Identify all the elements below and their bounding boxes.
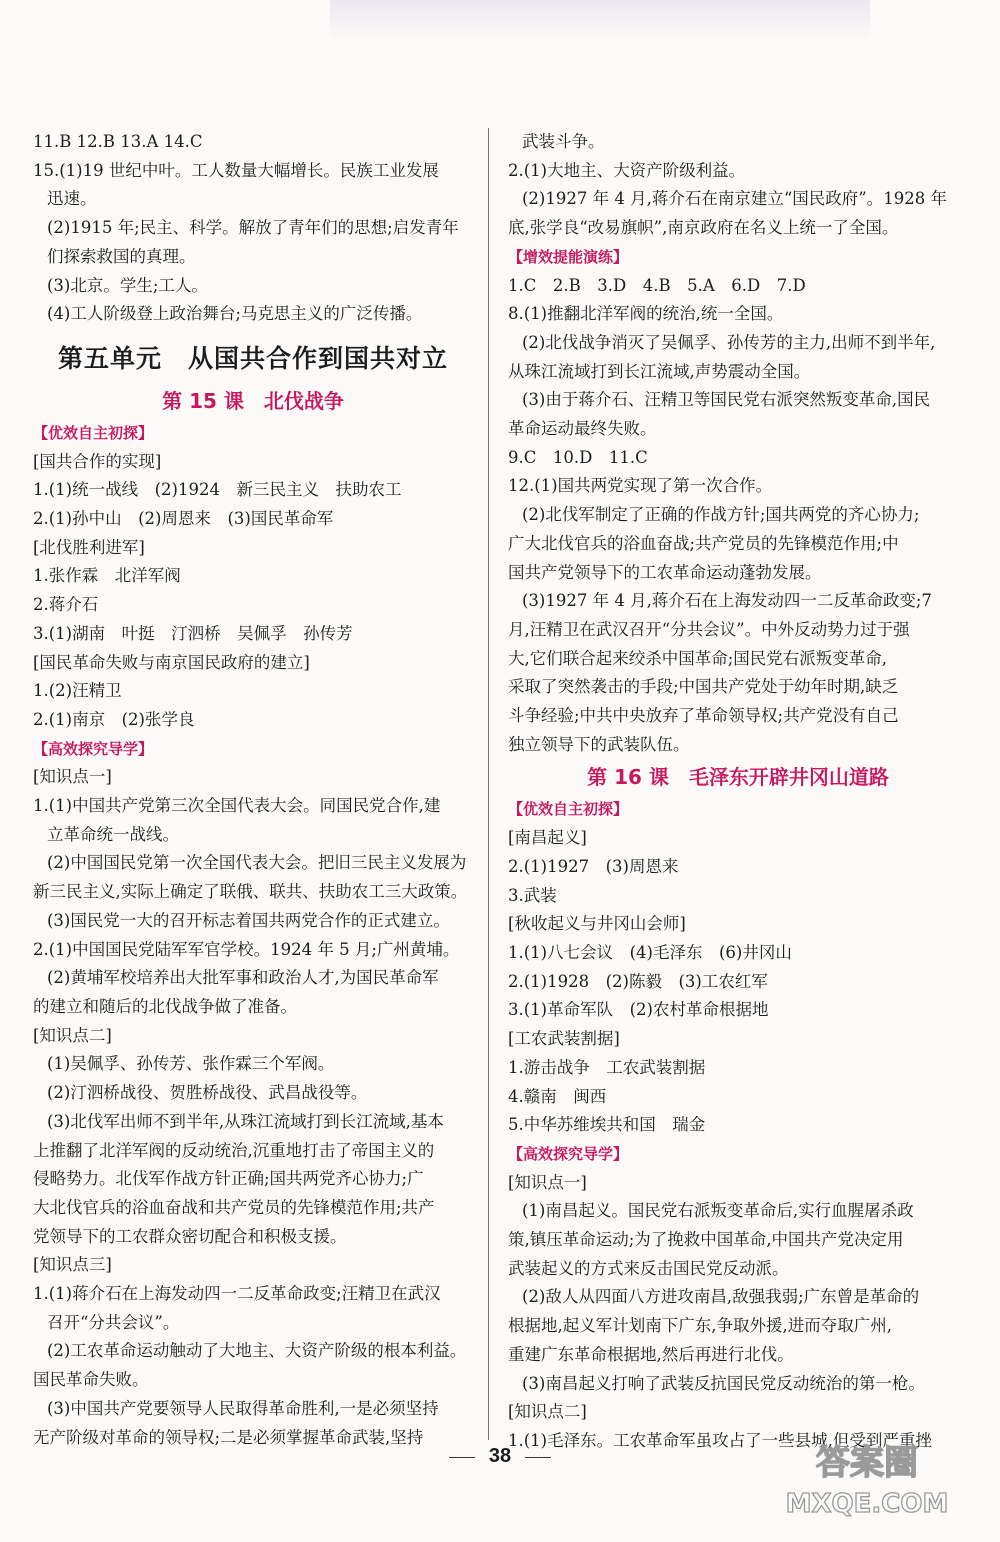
text-line: 无产阶级对革命的领导权;二是必须掌握革命武装,坚持 [33, 1427, 424, 1447]
question-answer: 1.张作霖 北洋军阀 [33, 566, 181, 586]
text-line: 国共产党领导下的工农革命运动蓬勃发展。 [508, 562, 822, 582]
section-tag: 【高效探究导学】 [33, 739, 154, 758]
section-tag: 【增效提能演练】 [508, 247, 629, 266]
text-line: 独立领导下的武装队伍。 [508, 734, 690, 754]
text-line: 广大北伐官兵的浴血奋战;共产党员的先锋模范作用;中 [508, 533, 899, 553]
answer-line: (3)1927 年 4 月,蒋介石在上海发动四一二反革命政变;7 [522, 591, 932, 611]
answer-line: (3)北京。学生;工人。 [47, 275, 208, 295]
text-line: 党领导下的工农群众密切配合和积极支援。 [33, 1226, 347, 1246]
answer-line: (2)1915 年;民主、科学。解放了青年们的思想;启发青年 [47, 218, 459, 238]
answer-line: (3)国民党一大的召开标志着国共两党合作的正式建立。 [47, 910, 450, 930]
question-answer: 1.游击战争 工农武装割据 [508, 1057, 706, 1077]
question-answer: 1.(1)八七会议 (4)毛泽东 (6)井冈山 [508, 942, 792, 962]
section-tag: 【优效自主初探】 [508, 800, 629, 819]
question-answer: 1.(1)毛泽东。工农革命军虽攻占了一些县城,但受到严重挫 [508, 1430, 932, 1450]
text-line: 采取了突然袭击的手段;中国共产党处于幼年时期,缺乏 [508, 677, 899, 697]
text-line: [国民革命失败与南京国民政府的建立] [33, 652, 310, 672]
answer-continuation: 立革命统一战线。 [47, 824, 179, 844]
answer-continuation: 召开“分共会议”。 [47, 1312, 180, 1332]
left-column [33, 128, 473, 1452]
section-tag: 【优效自主初探】 [33, 423, 154, 442]
text-line: 策,镇压革命运动;为了挽救中国革命,中国共产党决定用 [508, 1230, 904, 1250]
question-answer: 2.(1)1928 (2)陈毅 (3)工农红军 [508, 971, 768, 991]
choice-answers: 9.C 10.D 11.C [508, 447, 648, 467]
question-answer: 1.(1)统一战线 (2)1924 新三民主义 扶助农工 [33, 480, 402, 500]
text-line: 国民革命失败。 [33, 1370, 149, 1390]
question-answer: 3.(1)革命军队 (2)农村革命根据地 [508, 1000, 769, 1020]
question-answer: 3.武装 [508, 885, 557, 905]
question-answer: 1.(2)汪精卫 [33, 681, 122, 701]
text-line: [国共合作的实现] [33, 451, 162, 471]
text-line: [知识点一] [33, 767, 112, 787]
question-answer: 2.蒋介石 [33, 595, 99, 615]
text-line: 的建立和随后的北伐战争做了准备。 [33, 996, 297, 1016]
text-line: 重建广东革命根据地,然后再进行北伐。 [508, 1344, 794, 1364]
question-answer: 1.(1)中国共产党第三次全国代表大会。同国民党合作,建 [33, 796, 441, 816]
text-line: [知识点二] [508, 1402, 587, 1422]
question-answer: 4.赣南 闽西 [508, 1086, 607, 1106]
text-line: [工农武装割据] [508, 1029, 620, 1049]
question-answer: 2.(1)大地主、大资产阶级利益。 [508, 160, 746, 180]
question-answer: 2.(1)1927 (3)周恩来 [508, 856, 679, 876]
text-line: 月,汪精卫在武汉召开“分共会议”。中外反动势力过于强 [508, 619, 910, 639]
text-line: [北伐胜利进军] [33, 537, 145, 557]
answer-line: (1)吴佩孚、孙传芳、张作霖三个军阀。 [47, 1054, 335, 1074]
question-answer: 5.中华苏维埃共和国 瑞金 [508, 1115, 706, 1135]
watermark-line1: 答案圈 [816, 1443, 918, 1483]
question-answer: 15.(1)19 世纪中叶。工人数量大幅增长。民族工业发展 [33, 160, 439, 180]
answer-line: (2)敌人从四面八方进攻南昌,敌强我弱;广东曾是革命的 [522, 1287, 920, 1307]
answer-line: 武装斗争。 [522, 132, 605, 151]
unit-title: 第五单元 从国共合作到国共对立 [57, 343, 448, 373]
question-answer: 2.(1)南京 (2)张学良 [33, 709, 195, 729]
choice-answers: 1.C 2.B 3.D 4.B 5.A 6.D 7.D [508, 275, 806, 295]
answer-line: (2)黄埔军校培养出大批军事和政治人才,为国民革命军 [47, 968, 439, 988]
text-line: 大,它们联合起来绞杀中国革命;国民党右派叛变革命, [508, 648, 888, 668]
text-line: 侵略势力。北伐军作战方针正确;国共两党齐心协力;广 [33, 1169, 424, 1189]
answer-line: (2)北伐战争消灭了吴佩孚、孙传芳的主力,出师不到半年, [522, 332, 936, 352]
answer-line: (4)工人阶级登上政治舞台;马克思主义的广泛传播。 [47, 304, 423, 324]
text-line: 底,张学良“改易旗帜”,南京政府在名义上统一了全国。 [508, 218, 899, 238]
answer-line: (1)南昌起义。国民党右派叛变革命后,实行血腥屠杀政 [522, 1201, 914, 1221]
choice-answers: 11.B 12.B 13.A 14.C [33, 132, 203, 151]
question-answer: 2.(1)中国国民党陆军军官学校。1924 年 5 月;广州黄埔。 [33, 939, 460, 959]
text-line: [秋收起义与井冈山会师] [508, 914, 686, 934]
answer-continuation: 迅速。 [47, 189, 97, 209]
text-line: 武装起义的方式来反击国民党反动派。 [508, 1258, 789, 1278]
right-column [508, 128, 968, 1456]
lesson-title: 第 15 课 北伐战争 [162, 388, 344, 413]
text-line: [南昌起义] [508, 828, 587, 848]
column-divider [488, 128, 489, 1440]
question-answer: 8.(1)推翻北洋军阀的统治,统一全国。 [508, 304, 784, 324]
text-line: 上推翻了北洋军阀的反动统治,沉重地打击了帝国主义的 [33, 1140, 435, 1160]
section-tag: 【高效探究导学】 [508, 1144, 629, 1163]
answer-line: (2)1927 年 4 月,蒋介石在南京建立“国民政府”。1928 年 [522, 189, 947, 209]
answer-line: (3)北伐军出师不到半年,从珠江流域打到长江流域,基本 [47, 1111, 444, 1131]
top-decoration [330, 0, 870, 40]
footer-dash-right [525, 1457, 551, 1458]
text-line: [知识点一] [508, 1172, 587, 1192]
text-line: 新三民主义,实际上确定了联俄、联共、扶助农工三大政策。 [33, 882, 468, 902]
text-line: 根据地,起义军计划南下广东,争取外援,进而夺取广州, [508, 1316, 892, 1336]
answer-line: (2)工农革命运动触动了大地主、大资产阶级的根本利益。 [47, 1341, 467, 1361]
answer-line: (3)南昌起义打响了武装反抗国民党反动统治的第一枪。 [522, 1373, 925, 1393]
watermark-line2: MXQE.COM [785, 1489, 949, 1519]
footer-dash-left [449, 1457, 475, 1458]
answer-line: (2)中国国民党第一次全国代表大会。把旧三民主义发展为 [47, 853, 467, 873]
question-answer: 1.(1)蒋介石在上海发动四一二反革命政变;汪精卫在武汉 [33, 1284, 441, 1304]
answer-line: (2)北伐军制定了正确的作战方针;国共两党的齐心协力; [522, 505, 920, 525]
text-line: [知识点二] [33, 1025, 112, 1045]
question-answer: 3.(1)湖南 叶挺 汀泗桥 吴佩孚 孙传芳 [33, 623, 353, 643]
lesson-title: 第 16 课 毛泽东开辟井冈山道路 [587, 765, 889, 790]
page-number: 38 [488, 1445, 512, 1467]
answer-line: (3)由于蒋介石、汪精卫等国民党右派突然叛变革命,国民 [522, 390, 931, 410]
answer-line: (3)中国共产党要领导人民取得革命胜利,一是必须坚持 [47, 1398, 439, 1418]
question-answer: 2.(1)孙中山 (2)周恩来 (3)国民革命军 [33, 509, 334, 529]
watermark-logo [760, 1432, 975, 1522]
text-line: 大北伐官兵的浴血奋战和共产党员的先锋模范作用;共产 [33, 1197, 435, 1217]
text-line: 革命运动最终失败。 [508, 419, 657, 439]
answer-line: (2)汀泗桥战役、贺胜桥战役、武昌战役等。 [47, 1083, 368, 1103]
question-answer: 12.(1)国共两党实现了第一次合作。 [508, 476, 773, 496]
text-line: 斗争经验;中共中央放弃了革命领导权;共产党没有自己 [508, 706, 899, 726]
answer-line: 们探索救国的真理。 [47, 246, 196, 266]
text-line: 从珠江流域打到长江流域,声势震动全国。 [508, 361, 811, 381]
text-line: [知识点三] [33, 1255, 112, 1275]
